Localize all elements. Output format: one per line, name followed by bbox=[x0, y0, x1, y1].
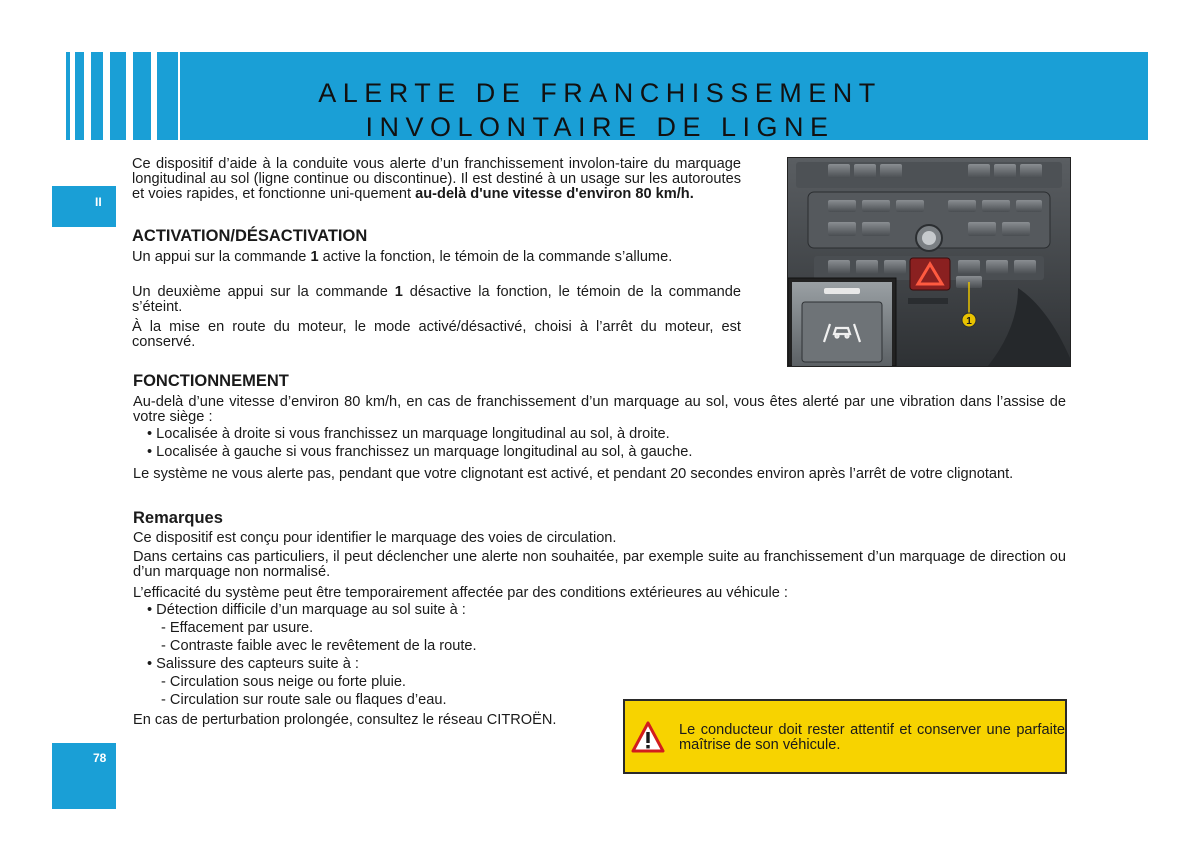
remarques-paragraph-4: En cas de perturbation prolongée, consultez le réseau CITROËN. bbox=[133, 712, 557, 728]
fonctionnement-paragraph-1: Au-delà d’une vitesse d’environ 80 km/h, en cas de franchissement d’un marquage au sol, vous êtes alerté par une vibration dans l’assise de votre siège : bbox=[133, 394, 1066, 425]
intro-paragraph bbox=[132, 157, 741, 202]
dashboard-photo bbox=[787, 157, 1071, 367]
activation-paragraph-3: À la mise en route du moteur, le mode activé/désactivé, choisi à l’arrêt du moteur, est conservé. bbox=[132, 319, 741, 350]
list-item: - Circulation sous neige ou forte pluie. bbox=[161, 674, 406, 690]
activation-paragraph-1: Un appui sur la commande 1 active la fonction, le témoin de la commande s’allume. bbox=[132, 249, 673, 265]
warning-text: Le conducteur doit rester attentif et conserver une parfaite maîtrise de son véhicule. bbox=[679, 722, 1065, 753]
photo-callout-1: 1 bbox=[966, 316, 972, 327]
section-tab bbox=[52, 186, 116, 227]
intro-text: Ce dispositif d’aide à la conduite vous alerte d’un franchissement involon-taire du marquage longitudinal au sol (ligne continue ou discontinue). Il est destiné à un usage sur les autoroutes et voies rapides, et fonctionne uni-quement bbox=[132, 156, 741, 202]
page-number-tab bbox=[52, 743, 116, 809]
list-item: • Salissure des capteurs suite à : bbox=[147, 656, 359, 672]
list-item: • Localisée à gauche si vous franchissez un marquage longitudinal au sol, à gauche. bbox=[147, 444, 693, 460]
remarques-paragraph-1: Ce dispositif est conçu pour identifier le marquage des voies de circulation. bbox=[133, 530, 617, 546]
warning-triangle-icon bbox=[631, 721, 665, 753]
page-number: 78 bbox=[93, 751, 107, 765]
list-item: - Circulation sur route sale ou flaques d’eau. bbox=[161, 692, 447, 708]
remarques-heading: Remarques bbox=[133, 509, 223, 527]
list-item: - Contraste faible avec le revêtement de la route. bbox=[161, 638, 477, 654]
fonctionnement-paragraph-2: Le système ne vous alerte pas, pendant que votre clignotant est activé, et pendant 20 secondes environ après l’arrêt de votre clignotant. bbox=[133, 466, 1014, 482]
dashboard-controls-illustration bbox=[788, 158, 1070, 366]
header-stripes bbox=[66, 52, 178, 140]
section-tab-label: II bbox=[95, 195, 102, 209]
list-item: - Effacement par usure. bbox=[161, 620, 314, 636]
page-title-line2: INVOLONTAIRE DE LIGNE bbox=[365, 112, 835, 142]
remarques-paragraph-2: Dans certains cas particuliers, il peut déclencher une alerte non souhaitée, par exemple suite au franchissement d’un marquage de direction ou d’un marquage non normalisé. bbox=[133, 549, 1066, 580]
fonctionnement-heading: FONCTIONNEMENT bbox=[133, 372, 289, 390]
activation-paragraph-2: Un deuxième appui sur la commande 1 désactive la fonction, le témoin de la commande s’éteint. bbox=[132, 284, 742, 315]
remarques-paragraph-3: L’efficacité du système peut être temporairement affectée par des conditions extérieures au véhicule : bbox=[133, 585, 788, 601]
list-item: • Localisée à droite si vous franchissez un marquage longitudinal au sol, à droite. bbox=[147, 426, 670, 442]
remarques-list bbox=[133, 603, 613, 708]
list-item: • Détection difficile d’un marquage au sol suite à : bbox=[147, 602, 466, 618]
intro-bold: au-delà d'une vitesse d'environ 80 km/h. bbox=[415, 186, 694, 202]
fonctionnement-bullets bbox=[133, 427, 1066, 460]
activation-heading: ACTIVATION/DÉSACTIVATION bbox=[132, 227, 368, 245]
warning-box bbox=[623, 699, 1067, 774]
page-title-line1: ALERTE DE FRANCHISSEMENT bbox=[318, 78, 882, 108]
